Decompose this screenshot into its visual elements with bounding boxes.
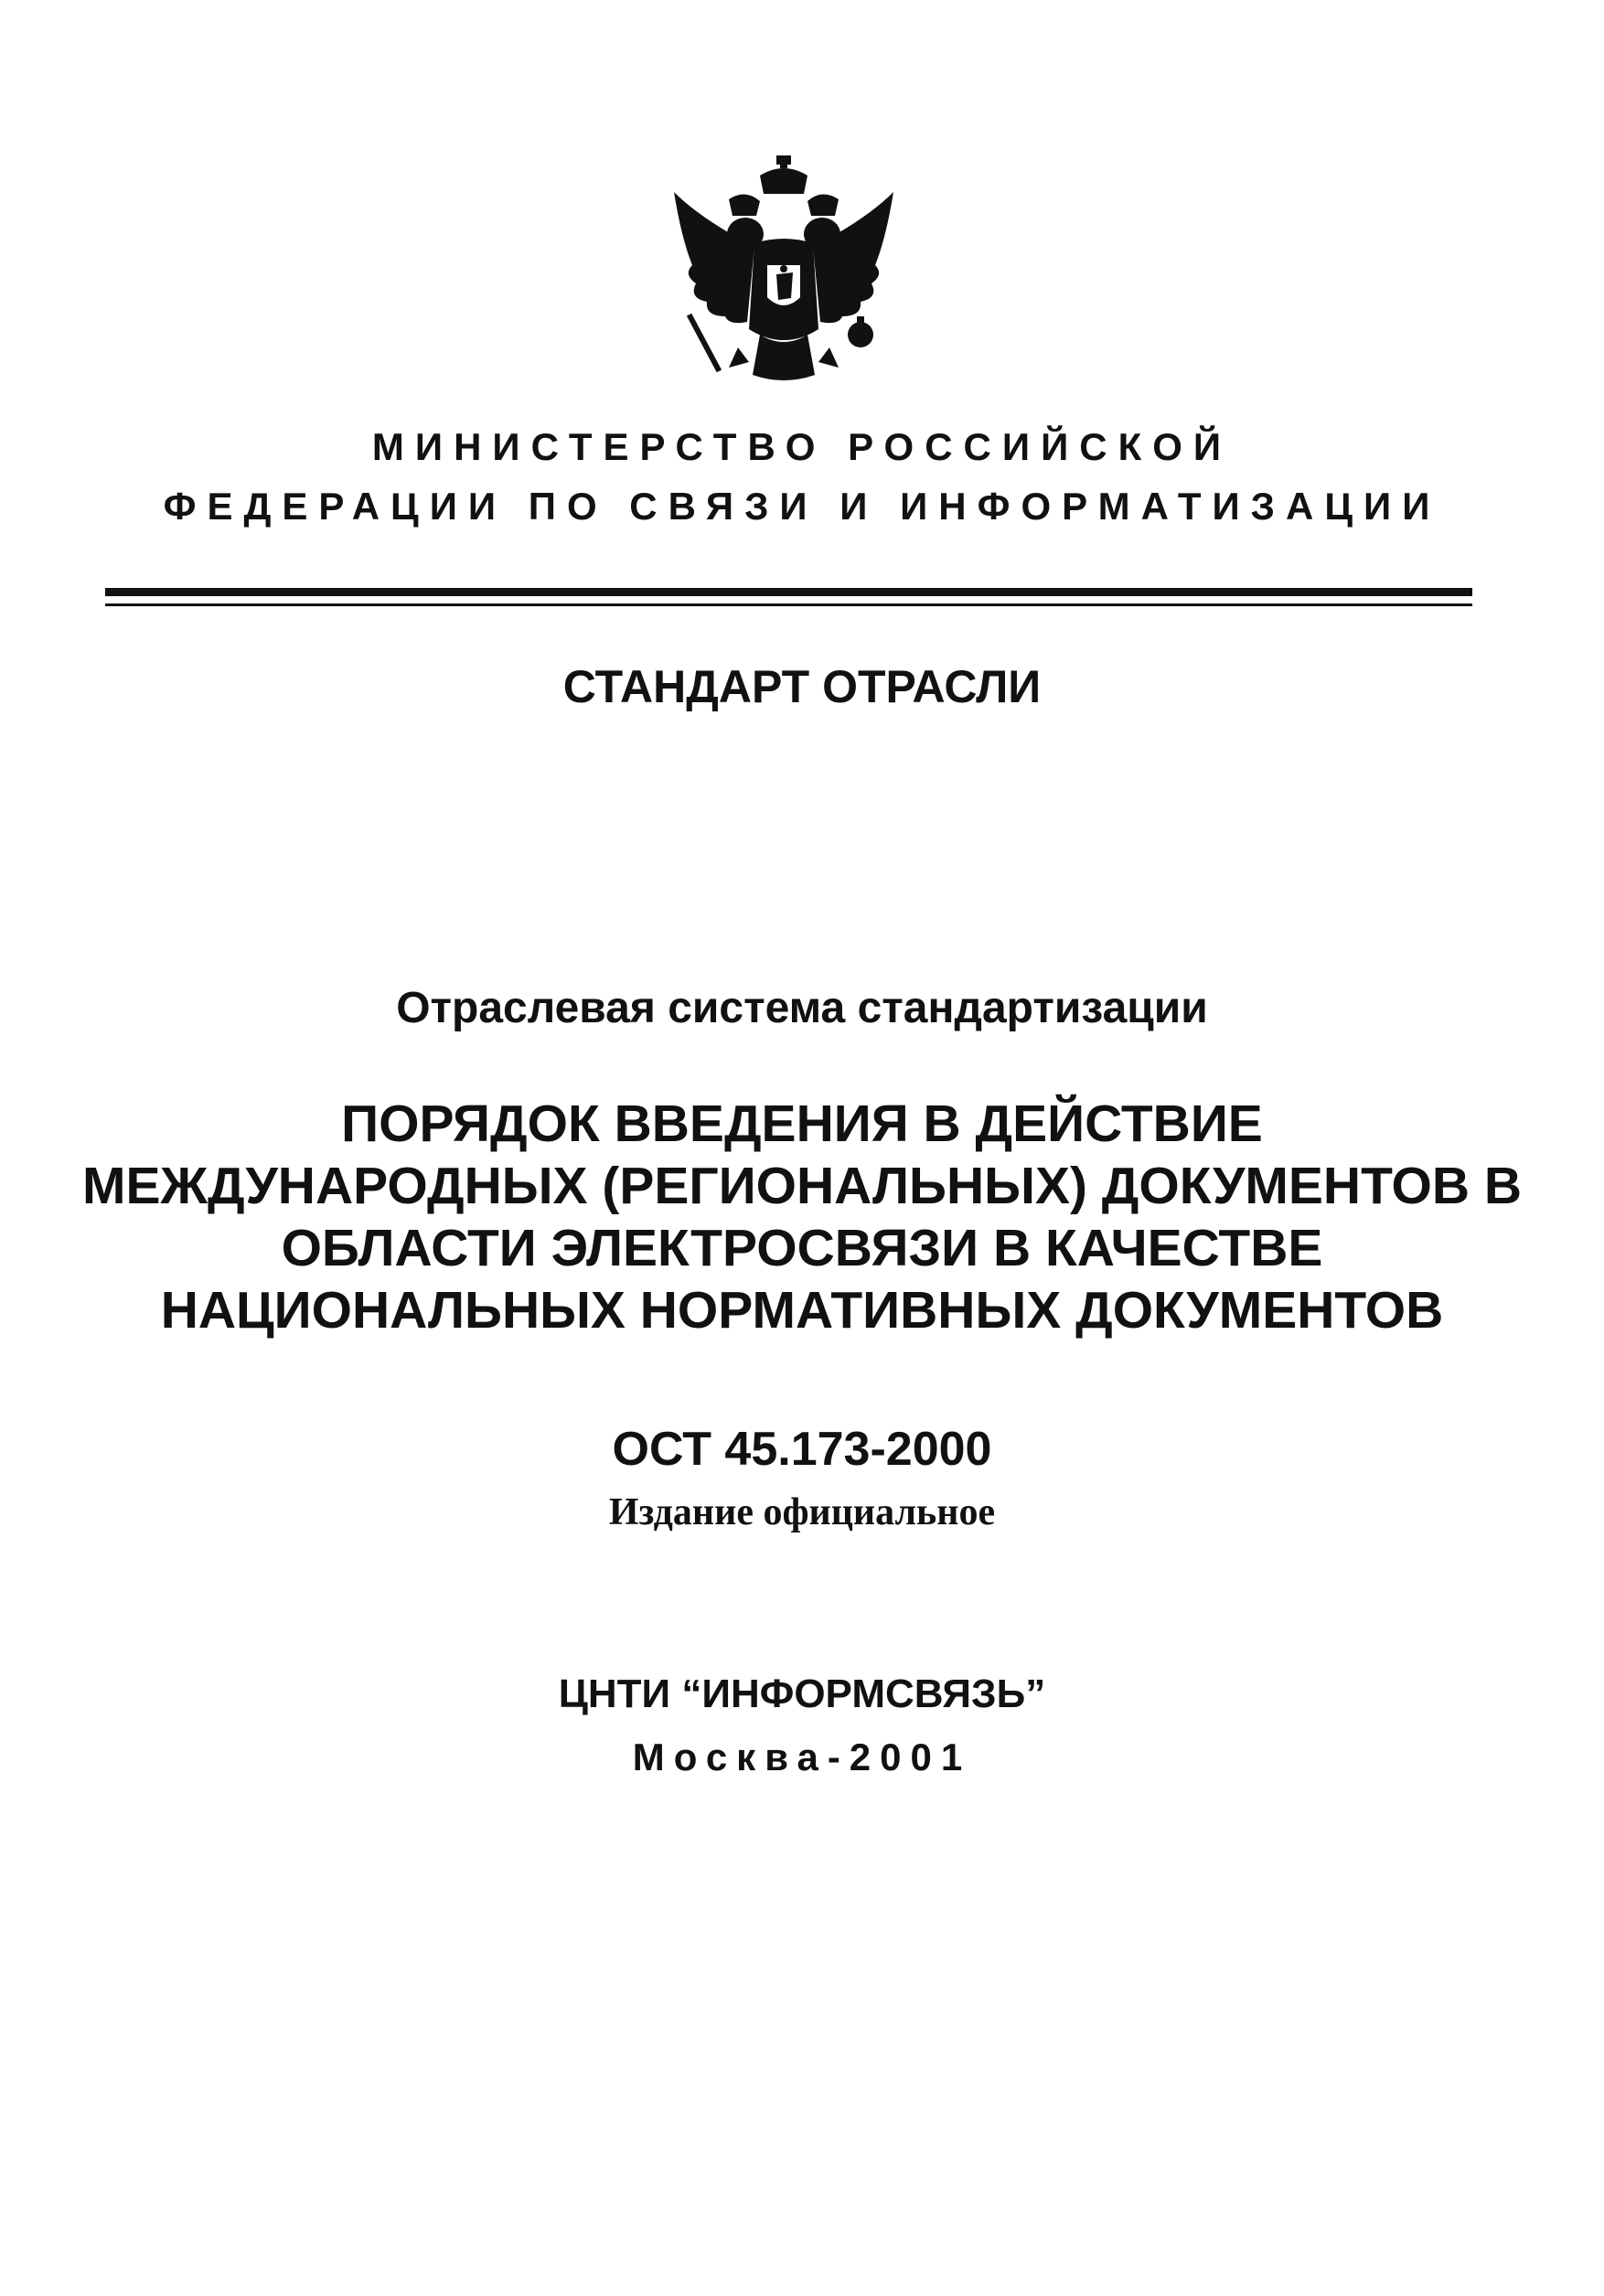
standardization-system: Отраслевая система стандартизации [396, 984, 1208, 1032]
publisher: ЦНТИ “ИНФОРМСВЯЗЬ” [558, 1671, 1046, 1716]
edition-note: Издание официальное [608, 1491, 996, 1533]
document-title [73, 1093, 1531, 1341]
title-line: ПОРЯДОК ВВЕДЕНИЯ В ДЕЙСТВИЕ [341, 1095, 1263, 1153]
double-headed-eagle-icon [665, 155, 903, 402]
standard-type: СТАНДАРТ ОТРАСЛИ [562, 661, 1042, 712]
ministry-name-line1: МИНИСТЕРСТВО РОССИЙСКОЙ [371, 425, 1233, 468]
title-line: НАЦИОНАЛЬНЫХ НОРМАТИВНЫХ ДОКУМЕНТОВ [160, 1281, 1444, 1340]
city-year: Москва-2001 [632, 1735, 972, 1778]
title-line: МЕЖДУНАРОДНЫХ (РЕГИОНАЛЬНЫХ) ДОКУМЕНТОВ В [82, 1157, 1522, 1215]
ministry-name-line2: ФЕДЕРАЦИИ ПО СВЯЗИ И ИНФОРМАТИЗАЦИИ [163, 485, 1441, 528]
divider-thick [105, 588, 1472, 596]
standard-code: ОСТ 45.173-2000 [612, 1423, 992, 1476]
title-line: ОБЛАСТИ ЭЛЕКТРОСВЯЗИ В КАЧЕСТВЕ [281, 1219, 1323, 1277]
divider-thin [105, 603, 1472, 606]
